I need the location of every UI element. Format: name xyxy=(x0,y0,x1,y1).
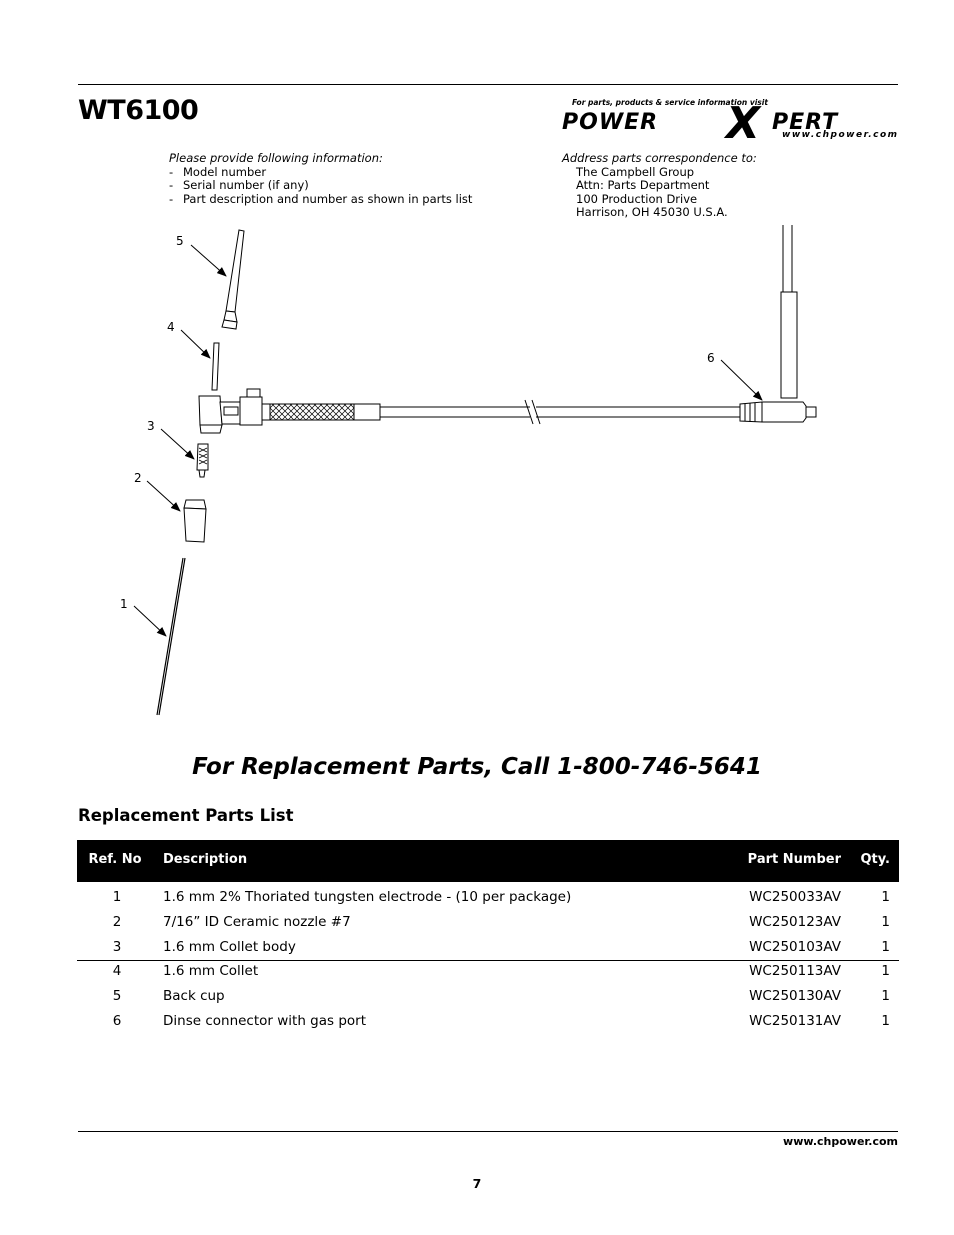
row-part-number: WC250103AV xyxy=(749,939,841,955)
row-ref: 4 xyxy=(112,963,122,979)
header-rule xyxy=(78,84,898,85)
row-qty: 1 xyxy=(881,1013,890,1029)
parts-table-header xyxy=(77,840,899,882)
gas-hose xyxy=(777,225,797,398)
info-request-item: - Part description and number as shown in parts list xyxy=(169,191,473,206)
row-qty: 1 xyxy=(881,939,890,955)
col-header-qty: Qty. xyxy=(860,852,890,867)
row-description: 7/16” ID Ceramic nozzle #7 xyxy=(163,914,351,930)
callout-4: 4 xyxy=(167,320,175,334)
parts-list-title: Replacement Parts List xyxy=(78,806,294,825)
torch-exploded-diagram xyxy=(0,225,954,725)
logo-tagline: For parts, products & service information visit xyxy=(572,98,768,107)
address-line: 100 Production Drive xyxy=(576,191,698,206)
part-ceramic-nozzle xyxy=(184,500,206,542)
part-collet-body xyxy=(197,444,208,477)
row-ref: 6 xyxy=(112,1013,122,1029)
row-ref: 1 xyxy=(112,889,122,905)
torch-cable xyxy=(380,400,740,424)
footer-rule xyxy=(78,1131,898,1132)
col-header-description: Description xyxy=(163,852,248,867)
callout-arrow-3 xyxy=(161,429,194,459)
callout-2: 2 xyxy=(134,471,142,485)
row-part-number: WC250130AV xyxy=(749,988,841,1004)
address-line: Attn: Parts Department xyxy=(576,178,710,192)
logo-brand-left: POWER xyxy=(562,110,659,135)
address-line: Harrison, OH 45030 U.S.A. xyxy=(576,205,728,219)
logo-brand-right: PERT xyxy=(772,110,839,135)
table-row xyxy=(77,959,899,984)
callout-arrow-5 xyxy=(191,245,226,276)
address-block xyxy=(562,152,757,220)
replacement-parts-phone-banner: For Replacement Parts, Call 1-800-746-5641 xyxy=(192,754,762,780)
row-part-number: WC250123AV xyxy=(749,914,841,930)
row-part-number: WC250131AV xyxy=(749,1013,841,1029)
callout-arrow-1 xyxy=(134,606,166,636)
callout-3: 3 xyxy=(147,419,155,433)
info-request-item: - Serial number (if any) xyxy=(169,178,309,192)
logo-brand-x: X xyxy=(726,98,760,144)
table-row xyxy=(77,1009,899,1034)
page-number: 7 xyxy=(472,1176,482,1191)
table-row xyxy=(77,935,899,960)
torch-head xyxy=(199,389,262,433)
callout-6: 6 xyxy=(707,351,715,365)
powerxpert-logo xyxy=(558,98,900,144)
address-line: The Campbell Group xyxy=(576,164,695,179)
row-qty: 1 xyxy=(881,889,890,905)
callout-1: 1 xyxy=(120,597,128,611)
logo-url: www.chpower.com xyxy=(782,130,899,140)
row-qty: 1 xyxy=(881,988,890,1004)
row-qty: 1 xyxy=(881,963,890,979)
part-collet xyxy=(212,343,219,390)
row-ref: 3 xyxy=(112,939,122,955)
address-heading: Address parts correspondence to: xyxy=(562,151,757,165)
part-dinse-connector xyxy=(740,402,816,422)
part-back-cup xyxy=(222,230,244,329)
callout-arrow-6 xyxy=(721,360,762,400)
row-description: 1.6 mm Collet xyxy=(163,963,259,979)
callout-arrow-4 xyxy=(181,330,210,358)
row-description: Back cup xyxy=(163,988,225,1004)
col-header-ref: Ref. No xyxy=(88,852,142,867)
callout-5: 5 xyxy=(176,234,184,248)
table-row xyxy=(77,910,899,935)
callout-arrow-2 xyxy=(147,481,180,511)
torch-handle xyxy=(262,404,380,420)
model-title: WT6100 xyxy=(78,95,199,126)
row-description: Dinse connector with gas port xyxy=(163,1013,367,1029)
row-ref: 5 xyxy=(112,988,122,1004)
row-ref: 2 xyxy=(112,914,122,930)
row-qty: 1 xyxy=(881,914,890,930)
row-description: 1.6 mm 2% Thoriated tungsten electrode - (10 per package) xyxy=(163,889,572,905)
info-request-heading: Please provide following information: xyxy=(169,151,383,165)
row-part-number: WC250113AV xyxy=(749,963,841,979)
part-tungsten-electrode xyxy=(157,558,185,715)
col-header-part-number: Part Number xyxy=(747,852,841,867)
row-part-number: WC250033AV xyxy=(749,889,841,905)
row-description: 1.6 mm Collet body xyxy=(163,939,296,955)
info-request-block xyxy=(169,152,472,206)
info-request-item: - Model number xyxy=(169,164,267,179)
table-row xyxy=(77,984,899,1009)
footer-url: www.chpower.com xyxy=(783,1135,898,1148)
table-row xyxy=(77,885,899,910)
